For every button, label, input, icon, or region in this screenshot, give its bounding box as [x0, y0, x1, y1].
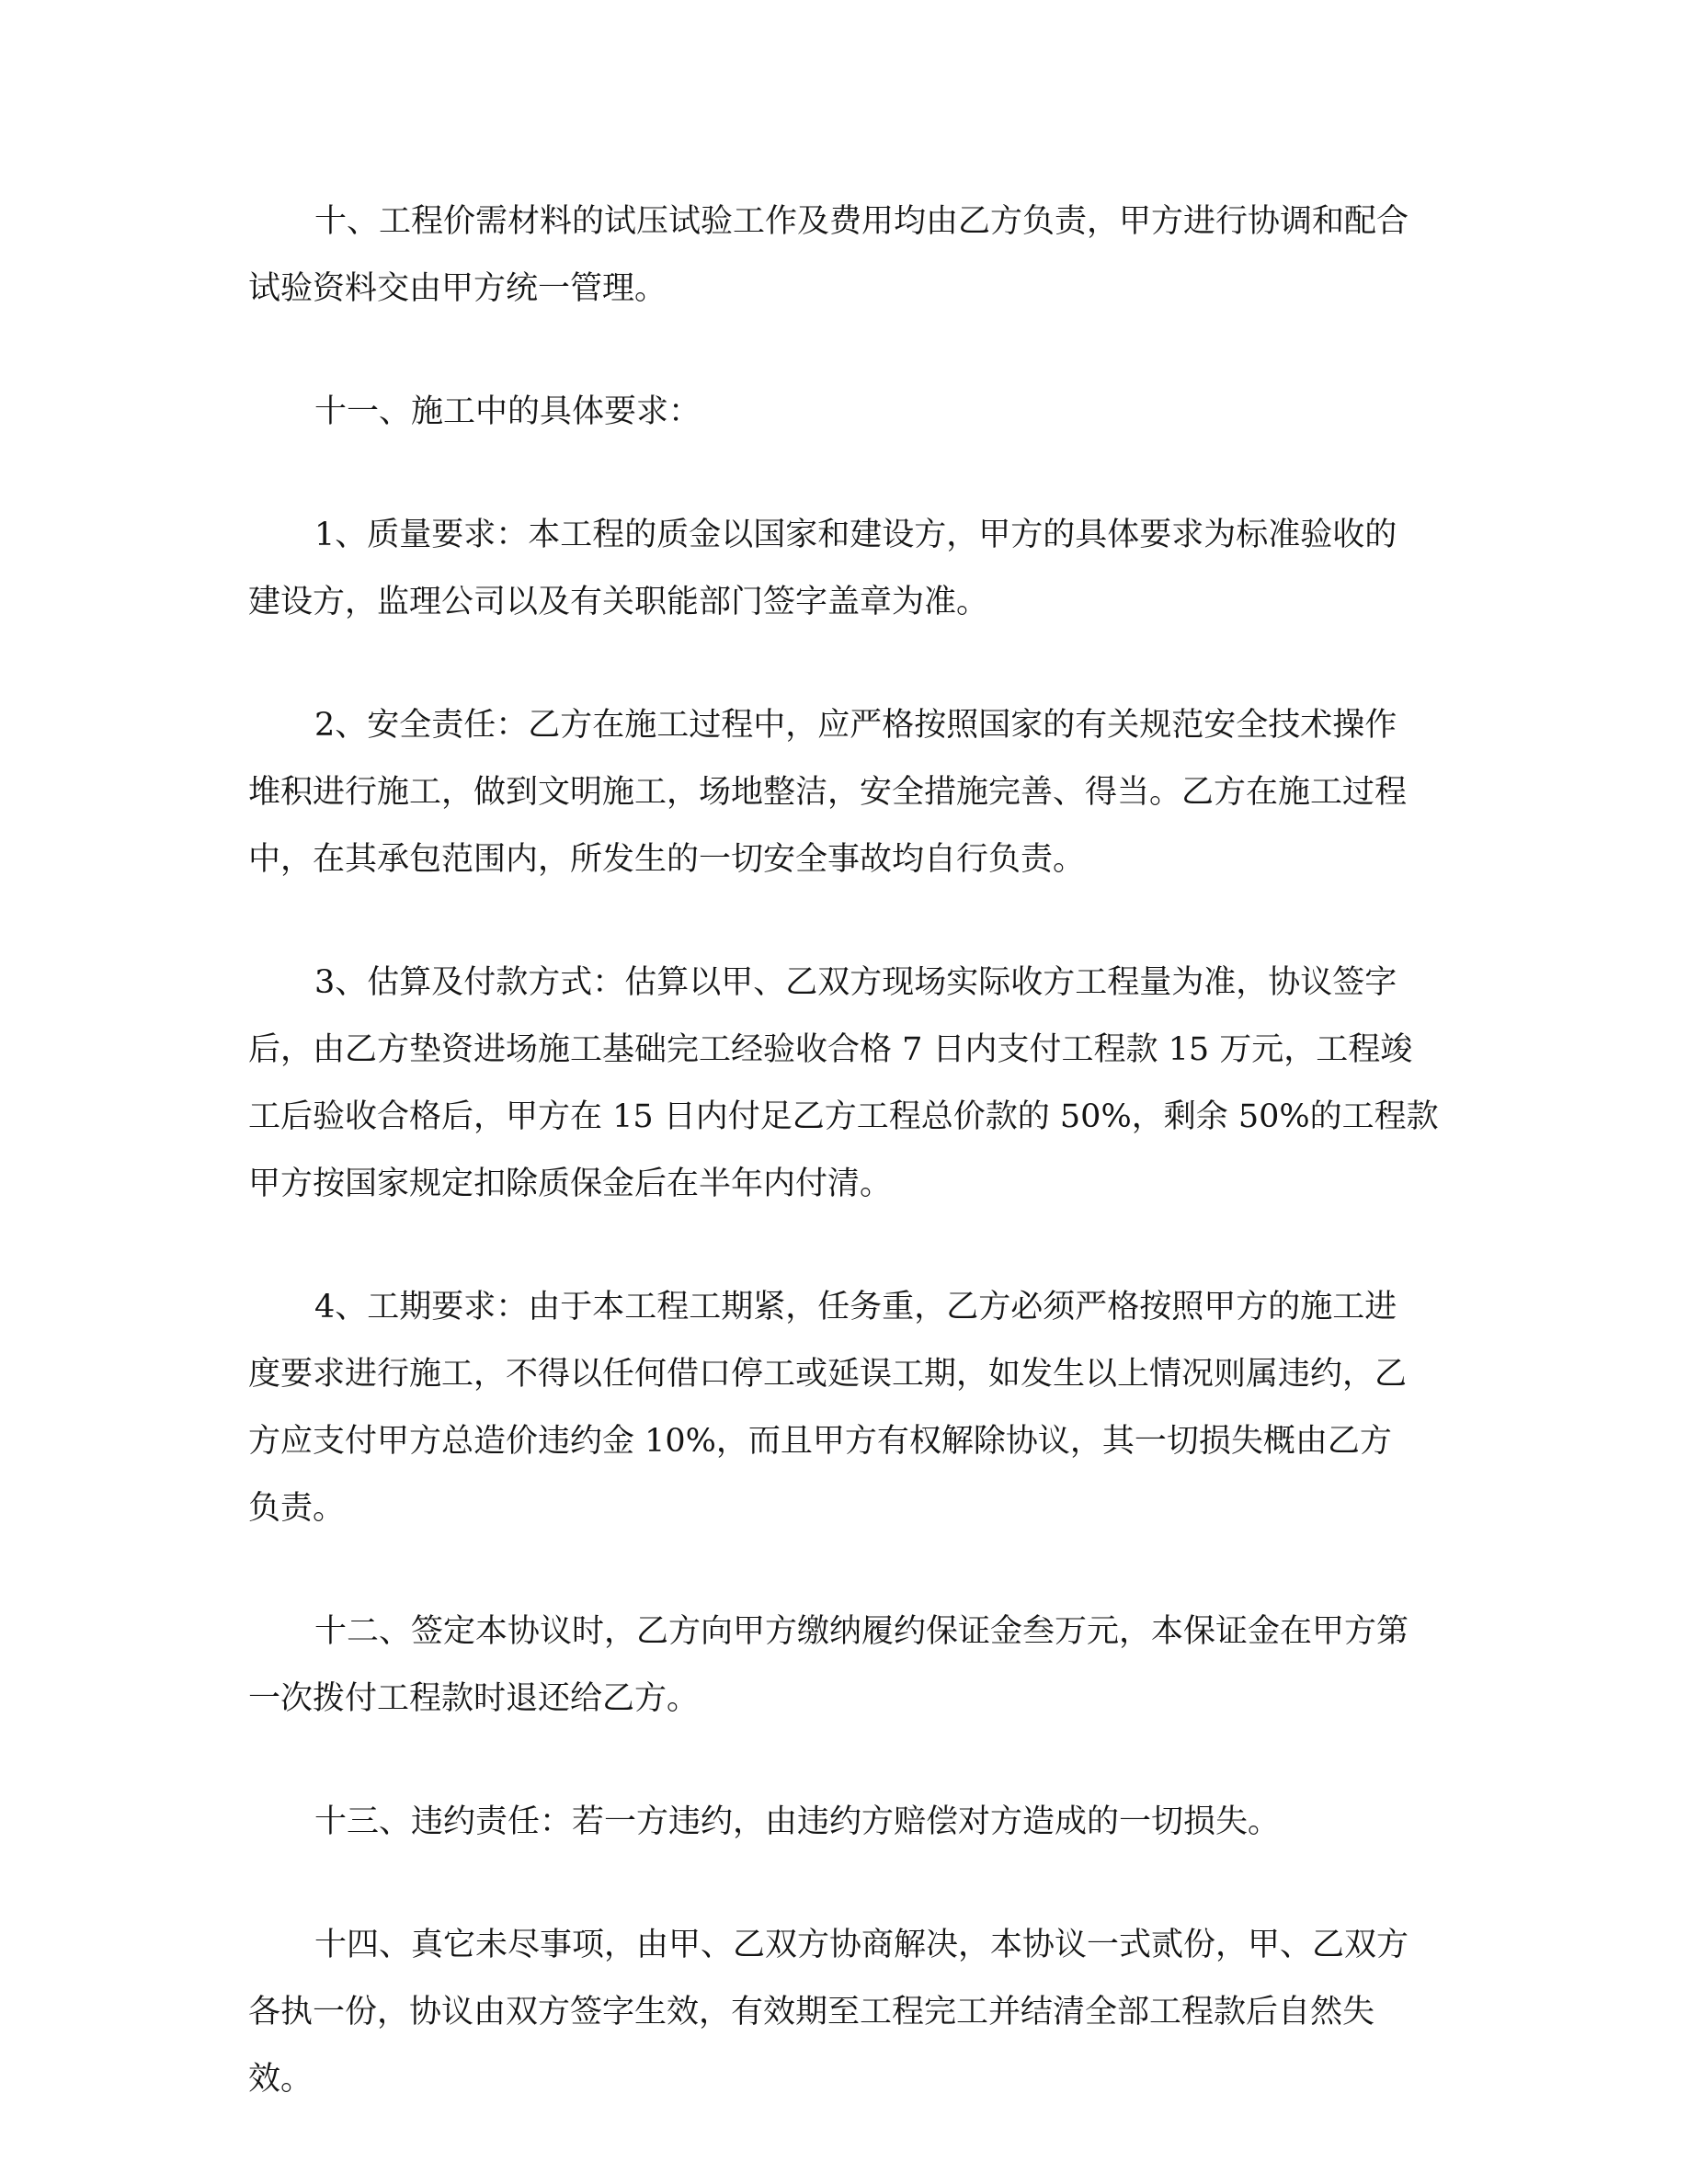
text-line: 方应支付甲方总造价违约金 10%，而且甲方有权解除协议，其一切损失概由乙方 [248, 1423, 1392, 1460]
text-line: 十四、真它未尽事项，由甲、乙双方协商解决，本协议一式贰份，甲、乙双方 [314, 1927, 1409, 1963]
text-line: 十、工程价需材料的试压试验工作及费用均由乙方负责，甲方进行协调和配合 [314, 203, 1409, 240]
text-line: 各执一份，协议由双方签字生效，有效期至工程完工并结清全部工程款后自然失 [248, 1994, 1375, 2030]
clause-10-paragraph [248, 188, 1440, 323]
text-line: 甲方按国家规定扣除质保金后在半年内付清。 [248, 1166, 893, 1202]
text-line: 十三、违约责任：若一方违约，由违约方赔偿对方造成的一切损失。 [314, 1803, 1281, 1840]
clause-12-paragraph [248, 1598, 1440, 1733]
text-line: 建设方，监理公司以及有关职能部门签字盖章为准。 [248, 584, 989, 620]
clause-13-paragraph [248, 1789, 1440, 1856]
text-line: 试验资料交由甲方统一管理。 [248, 270, 667, 307]
text-line: 3、估算及付款方式：估算以甲、乙双方现场实际收方工程量为准，协议签字 [314, 964, 1397, 1001]
text-line: 1、质量要求：本工程的质金以国家和建设方，甲方的具体要求为标准验收的 [314, 517, 1397, 553]
clause-11-2-safety-paragraph [248, 692, 1440, 893]
clause-11-4-schedule-paragraph [248, 1274, 1440, 1542]
text-line: 4、工期要求：由于本工程工期紧，任务重，乙方必须严格按照甲方的施工进 [314, 1289, 1397, 1325]
text-line: 十一、施工中的具体要求： [314, 393, 701, 430]
text-line: 后，由乙方垫资进场施工基础完工经验收合格 7 日内支付工程款 15 万元，工程竣 [248, 1031, 1413, 1068]
text-line: 工后验收合格后，甲方在 15 日内付足乙方工程总价款的 50%，剩余 50%的工程款 [248, 1098, 1439, 1135]
clause-11-heading [248, 379, 1440, 446]
text-line: 堆积进行施工，做到文明施工，场地整洁，安全措施完善、得当。乙方在施工过程 [248, 774, 1408, 811]
text-line: 一次拨付工程款时退还给乙方。 [248, 1680, 700, 1717]
clause-11-3-payment-paragraph [248, 950, 1440, 1218]
text-line: 十二、签定本协议时，乙方向甲方缴纳履约保证金叁万元，本保证金在甲方第 [314, 1613, 1409, 1650]
text-line: 负责。 [248, 1490, 346, 1527]
text-line: 中，在其承包范围内，所发生的一切安全事故均自行负责。 [248, 841, 1086, 878]
clause-14-paragraph [248, 1912, 1440, 2113]
document-page [248, 188, 1440, 2169]
text-line: 度要求进行施工，不得以任何借口停工或延误工期，如发生以上情况则属违约，乙 [248, 1356, 1408, 1393]
text-line: 效。 [248, 2061, 314, 2098]
clause-11-1-quality-paragraph [248, 502, 1440, 636]
text-line: 2、安全责任：乙方在施工过程中，应严格按照国家的有关规范安全技术操作 [314, 707, 1397, 744]
